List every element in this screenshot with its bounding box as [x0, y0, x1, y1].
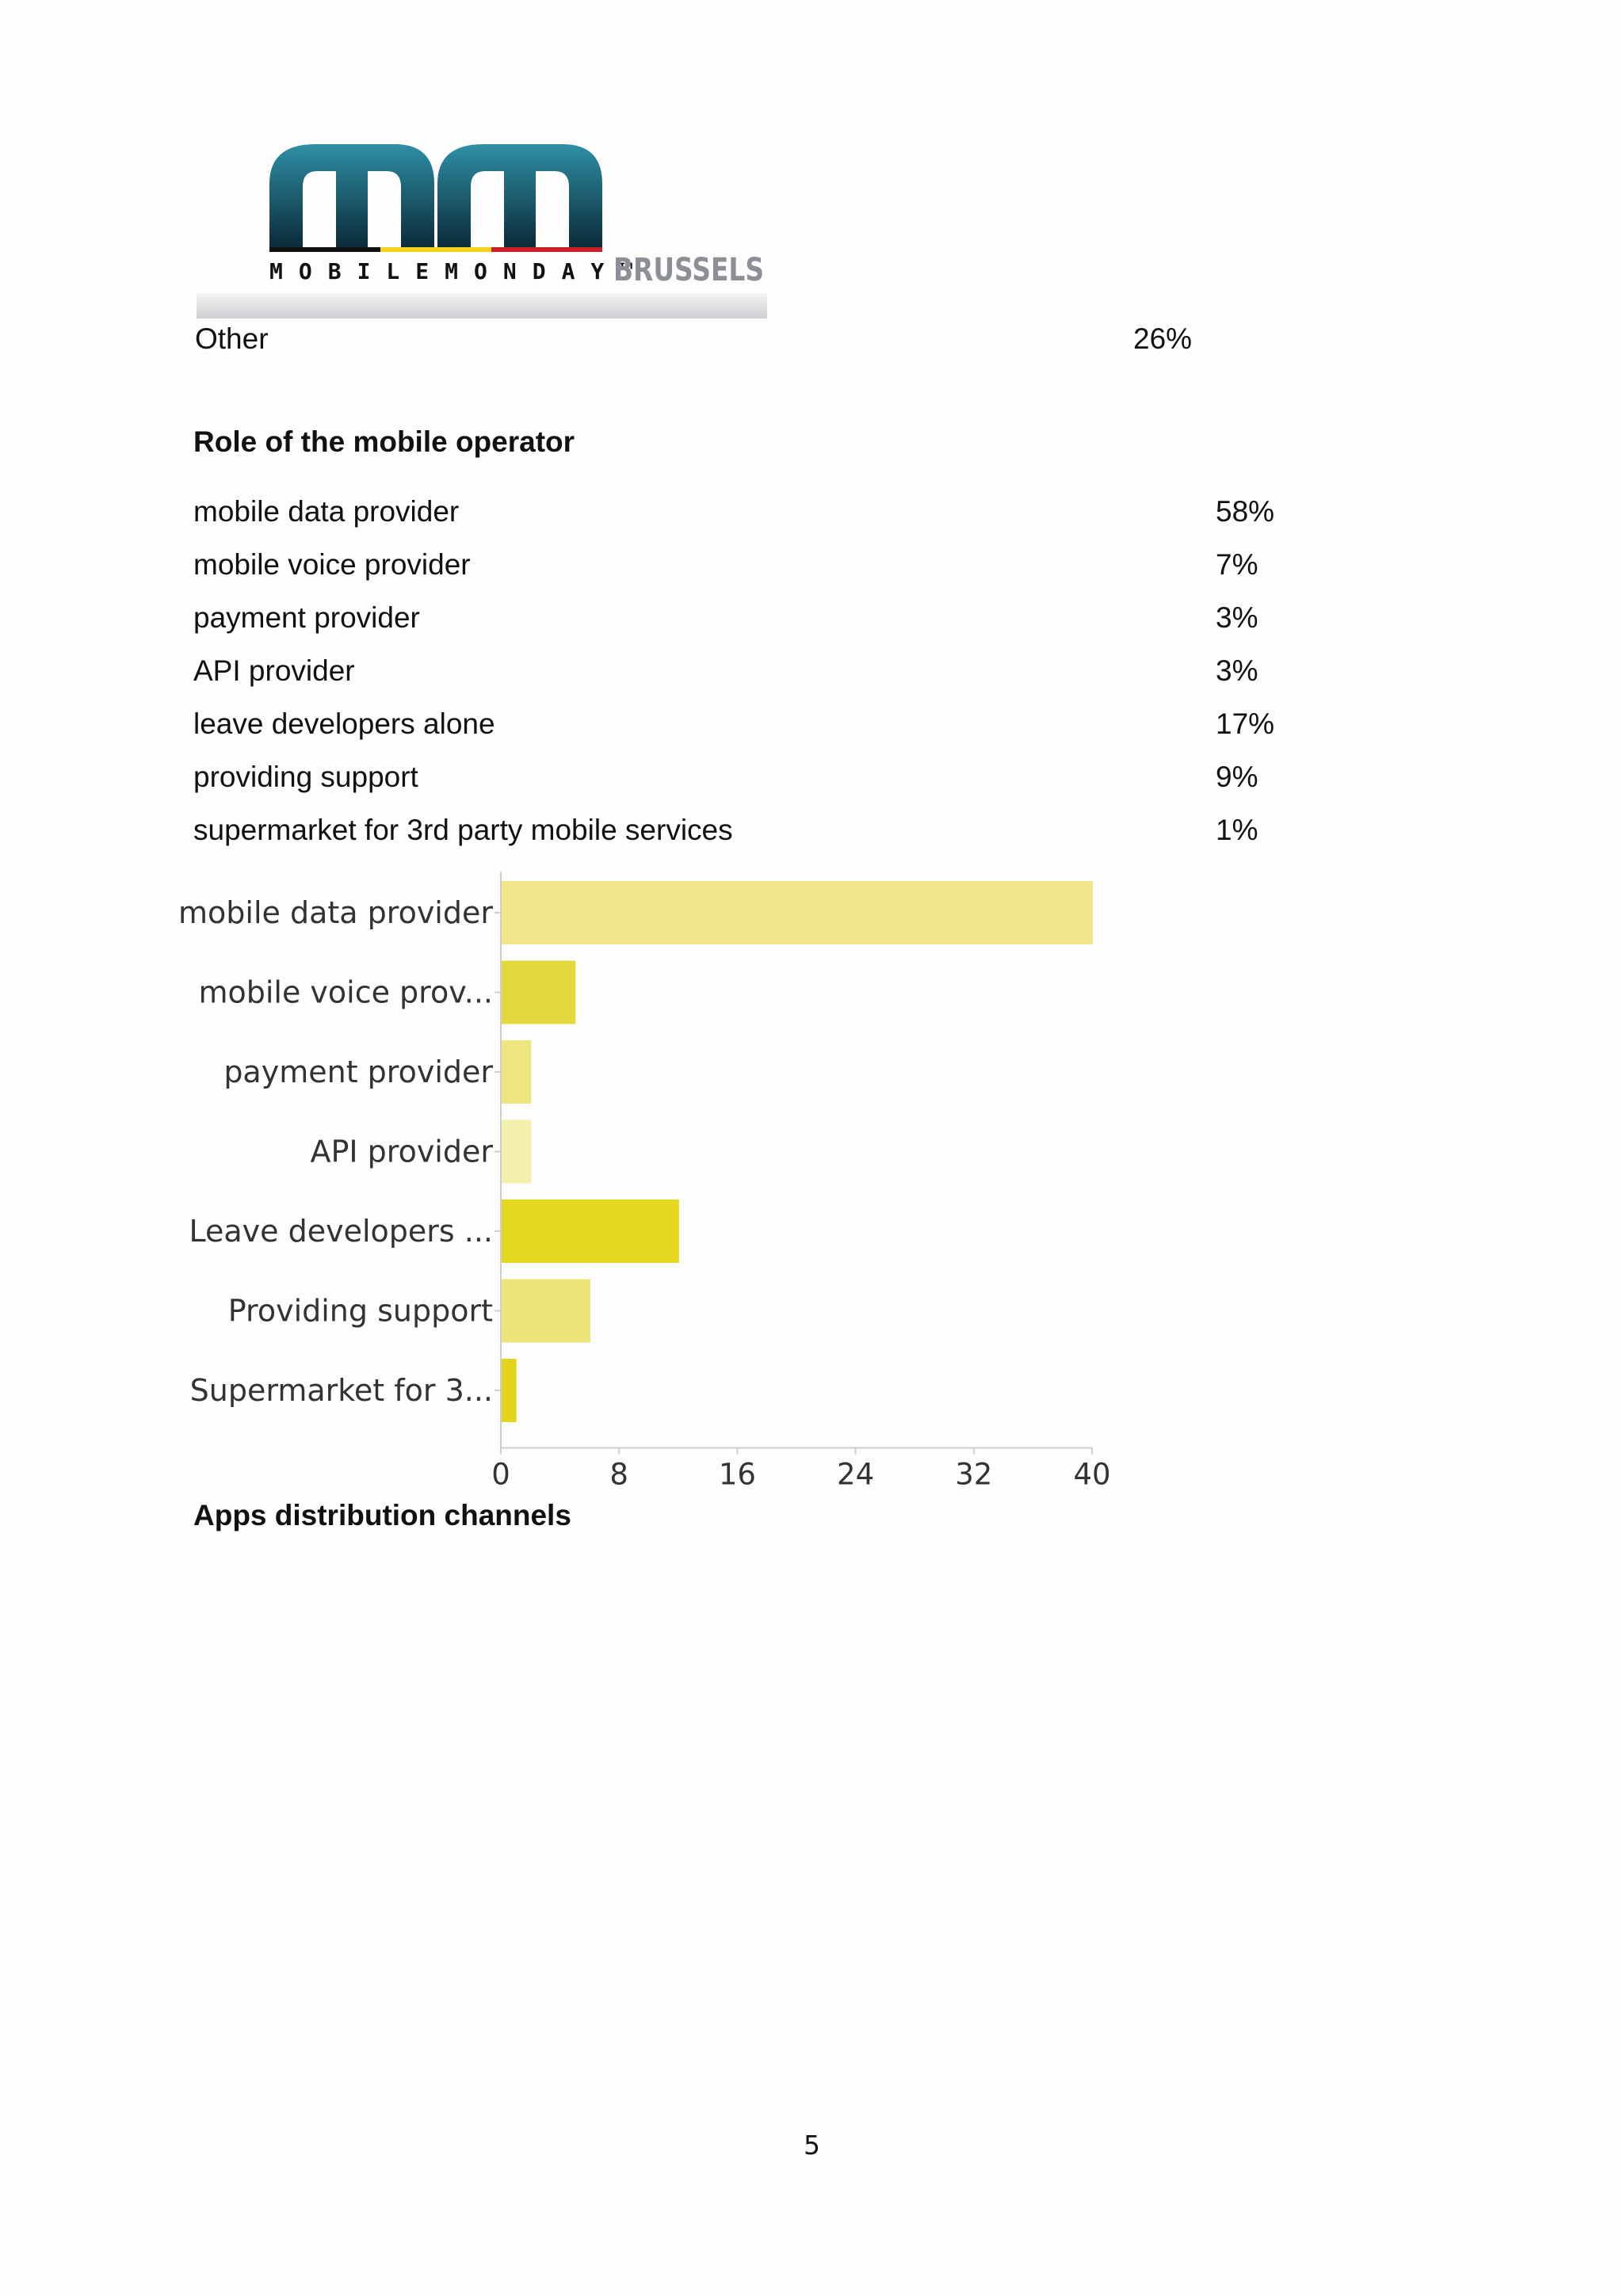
role-row-value: 17% [1216, 707, 1275, 740]
chart-bar [502, 1359, 517, 1422]
role-row-value: 9% [1216, 761, 1258, 793]
logo-city-text: BRUSSELS [613, 252, 764, 288]
role-row-label: providing support [193, 761, 418, 793]
role-row-label: payment provider [193, 601, 420, 634]
chart-bar [502, 1040, 531, 1104]
logo-shadow-bar [197, 293, 767, 318]
role-row-value: 1% [1216, 814, 1258, 846]
chart-bar [502, 1280, 590, 1343]
role-row-value: 58% [1216, 495, 1275, 528]
chart-x-tick-label: 40 [1073, 1457, 1111, 1492]
chart-x-tick-label: 24 [837, 1457, 875, 1492]
mobilemonday-brussels-logo [197, 135, 767, 318]
section-heading-role: Role of the mobile operator [193, 425, 575, 458]
chart-category-label: Leave developers ... [189, 1214, 493, 1249]
chart-bar [502, 881, 1093, 944]
logo-brand-text: MOBILEMONDAY™ [269, 258, 650, 284]
chart-bar [502, 1199, 679, 1263]
chart-x-tick-label: 0 [491, 1457, 510, 1492]
chart-category-label: payment provider [223, 1055, 493, 1089]
section-heading-apps: Apps distribution channels [193, 1499, 571, 1531]
role-row-label: mobile data provider [193, 495, 460, 528]
chart-category-label: Providing support [227, 1293, 493, 1329]
chart-x-tick-label: 32 [955, 1457, 993, 1492]
chart-category-label: API provider [310, 1134, 493, 1169]
chart-x-tick-label: 8 [609, 1457, 628, 1492]
role-row-label: mobile voice provider [193, 548, 471, 581]
role-row-value: 3% [1216, 601, 1258, 634]
chart-bar [502, 1120, 531, 1184]
role-row-value: 3% [1216, 654, 1258, 687]
other-value: 26% [1133, 322, 1193, 355]
other-label: Other [195, 322, 269, 355]
page-number: 5 [804, 2130, 820, 2161]
chart-category-label: mobile data provider [178, 895, 493, 930]
chart-x-tick-label: 16 [718, 1457, 756, 1492]
role-row-label: leave developers alone [193, 707, 495, 740]
role-bar-chart [178, 871, 1125, 1505]
role-row-value: 7% [1216, 548, 1258, 581]
chart-category-label: Supermarket for 3... [189, 1373, 493, 1408]
chart-bar [502, 961, 575, 1024]
chart-category-label: mobile voice prov... [198, 974, 493, 1010]
role-row-label: supermarket for 3rd party mobile services [193, 814, 733, 846]
role-row-label: API provider [193, 654, 355, 687]
